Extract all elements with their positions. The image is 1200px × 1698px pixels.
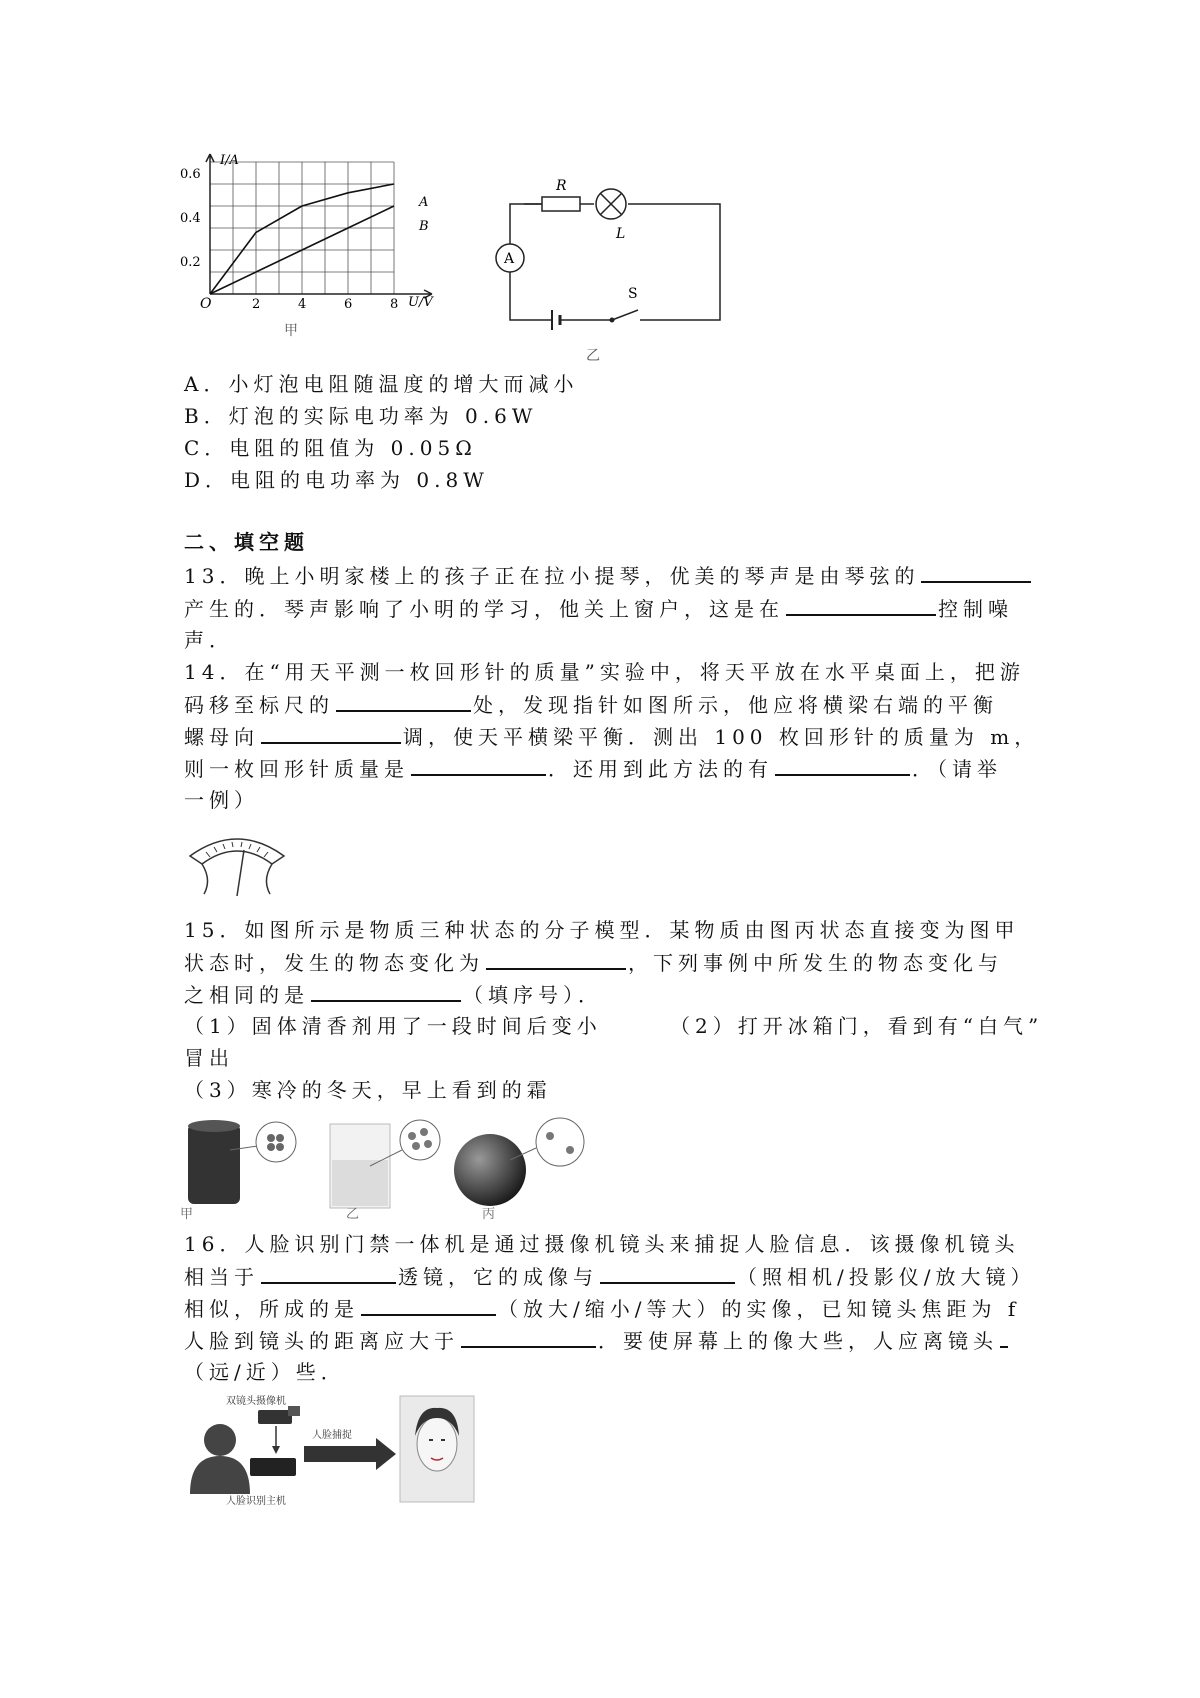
graph-axes [206, 154, 432, 298]
q15-text-3b: （填序号）． [463, 983, 603, 1007]
switch-blade [612, 310, 638, 320]
q16-text-4b: ．要使屏幕上的像大些，人应离镜头 [598, 1329, 998, 1353]
q14-text-3a: 螺母向 [184, 725, 259, 749]
graph-axis-y-label: I/A [220, 153, 239, 168]
camera-body [258, 1410, 292, 1424]
q14-text-3b: 调，使天平横梁平衡．测出 100 枚回形针的质量为 m， [403, 725, 1040, 749]
q16-blank-5[interactable] [1000, 1328, 1008, 1348]
graph-axis-x-label: U/V [408, 295, 433, 310]
section-title: 二、填空题 [184, 530, 309, 554]
graph-grid [210, 162, 394, 294]
q16-text-2a: 相当于 [184, 1265, 259, 1289]
q16-line-3 [184, 1296, 1020, 1321]
q14-blank-1[interactable] [336, 692, 471, 712]
q16-line-1: 16．人脸识别门禁一体机是通过摄像机镜头来捕捉人脸信息．该摄像机镜头 [184, 1232, 1020, 1256]
q14-text-4c: ．（请举 [912, 757, 1002, 781]
axis-lines [206, 154, 432, 298]
q14-blank-3[interactable] [411, 756, 546, 776]
camera-label: 双镜头摄像机 [226, 1396, 286, 1407]
graph-xtick-8: 8 [390, 297, 399, 312]
q14-text-4b: ．还用到此方法的有 [548, 757, 773, 781]
option-c: C．电阻的阻值为 0.05Ω [184, 436, 477, 460]
q15-option-3: （3）寒冷的冬天，早上看到的霜 [184, 1078, 552, 1102]
q15-line-1: 15．如图所示是物质三种状态的分子模型．某物质由图丙状态直接变为图甲 [184, 918, 1020, 942]
q13-line-2 [184, 596, 1013, 621]
q15-blank-2[interactable] [311, 982, 461, 1002]
curve-b-label: B [419, 219, 429, 234]
resistor-r [542, 197, 580, 211]
graph-xtick-6: 6 [344, 297, 353, 312]
q16-line-4 [184, 1328, 1010, 1353]
q14-line-1: 14．在“用天平测一枚回形针的质量”实验中，将天平放在水平桌面上，把游 [184, 660, 1025, 684]
state-caption-yi: 乙 [346, 1207, 360, 1220]
q13-line-1 [184, 563, 1033, 588]
q13-text-2b: 控制噪 [938, 597, 1013, 621]
q14-line-3 [184, 724, 1039, 749]
capture-arrow [304, 1438, 396, 1470]
q16-blank-3[interactable] [361, 1296, 496, 1316]
option-d: D．电阻的电功率为 0.8W [184, 468, 489, 492]
q15-text-3a: 之相同的是 [184, 983, 309, 1007]
iu-graph [180, 150, 480, 360]
q16-blank-1[interactable] [261, 1264, 396, 1284]
gas-molecule-zoom [536, 1118, 584, 1166]
capture-label: 人脸捕捉 [312, 1430, 352, 1441]
circuit-caption: 乙 [586, 348, 600, 364]
circuit-diagram [490, 170, 730, 370]
graph-xtick-2: 2 [252, 297, 261, 312]
lamp-l-label: L [616, 226, 626, 242]
ammeter-a-label: A [504, 251, 515, 267]
solid-molecule-zoom [256, 1122, 296, 1162]
q13-blank-1[interactable] [921, 563, 1031, 583]
graph-ytick-02: 0.2 [180, 255, 201, 270]
q15-option-2: （2）打开冰箱门，看到有“白气” [670, 1014, 1044, 1038]
q13-text-1: 13．晚上小明家楼上的孩子正在拉小提琴，优美的琴声是由琴弦的 [184, 564, 920, 588]
q16-text-4a: 人脸到镜头的距离应大于 [184, 1329, 459, 1353]
q16-text-3a: 相似，所成的是 [184, 1297, 359, 1321]
q16-line-5: （远/近）些． [184, 1360, 346, 1384]
q15-line-5: 冒出 [184, 1046, 234, 1070]
q15-text-2b: ，下列事例中所发生的物态变化与 [628, 951, 1003, 975]
q14-blank-2[interactable] [261, 724, 401, 744]
q14-text-2b: 处，发现指针如图所示，他应将横梁右端的平衡 [473, 693, 998, 717]
balance-scale-figure [182, 828, 292, 898]
state-caption-bing: 丙 [482, 1207, 496, 1220]
q15-line-2 [184, 950, 1003, 975]
q13-line-3: 声． [184, 628, 234, 652]
person-body [190, 1456, 250, 1494]
face-recognition-figure [180, 1392, 480, 1507]
graph-xtick-4: 4 [298, 297, 307, 312]
q16-blank-2[interactable] [600, 1264, 735, 1284]
gas-sphere [454, 1134, 526, 1206]
switch-s-label: S [628, 286, 638, 302]
person-head [204, 1424, 236, 1456]
q14-line-4 [184, 756, 1002, 781]
q16-text-2c: （照相机/投影仪/放大镜） [737, 1265, 1036, 1289]
q15-text-2a: 状态时，发生的物态变化为 [184, 951, 484, 975]
q13-blank-2[interactable] [786, 596, 936, 616]
q16-text-2b: 透镜，它的成像与 [398, 1265, 598, 1289]
q14-line-2 [184, 692, 998, 717]
q16-line-2 [184, 1264, 1035, 1289]
balance-pointer [237, 850, 244, 896]
host-label: 人脸识别主机 [226, 1496, 286, 1507]
graph-caption: 甲 [284, 323, 298, 339]
option-a: A．小灯泡电阻随温度的增大而减小 [184, 372, 579, 396]
solid-block [188, 1124, 240, 1204]
liquid-molecule-zoom [400, 1120, 440, 1160]
q14-line-5: 一例） [184, 788, 259, 812]
states-of-matter-figure [180, 1110, 620, 1220]
curve-a-label: A [419, 195, 429, 210]
graph-ytick-06: 0.6 [180, 167, 201, 182]
resistor-r-label: R [556, 178, 567, 194]
graph-ytick-04: 0.4 [180, 211, 201, 226]
q14-blank-4[interactable] [775, 756, 910, 776]
q15-line-3 [184, 982, 603, 1007]
q16-text-3b: （放大/缩小/等大）的实像，已知镜头焦距为 f [498, 1297, 1021, 1321]
graph-origin-label: O [200, 296, 212, 312]
q15-option-1: （1）固体清香剂用了一段时间后变小 [184, 1014, 602, 1038]
host-machine [250, 1458, 296, 1476]
q16-blank-4[interactable] [461, 1328, 596, 1348]
q14-text-4a: 则一枚回形针质量是 [184, 757, 409, 781]
option-b: B．灯泡的实际电功率为 0.6W [184, 404, 538, 428]
q13-text-2a: 产生的．琴声影响了小明的学习，他关上窗户，这是在 [184, 597, 784, 621]
state-caption-jia: 甲 [180, 1207, 194, 1220]
q15-blank-1[interactable] [486, 950, 626, 970]
q14-text-2a: 码移至标尺的 [184, 693, 334, 717]
